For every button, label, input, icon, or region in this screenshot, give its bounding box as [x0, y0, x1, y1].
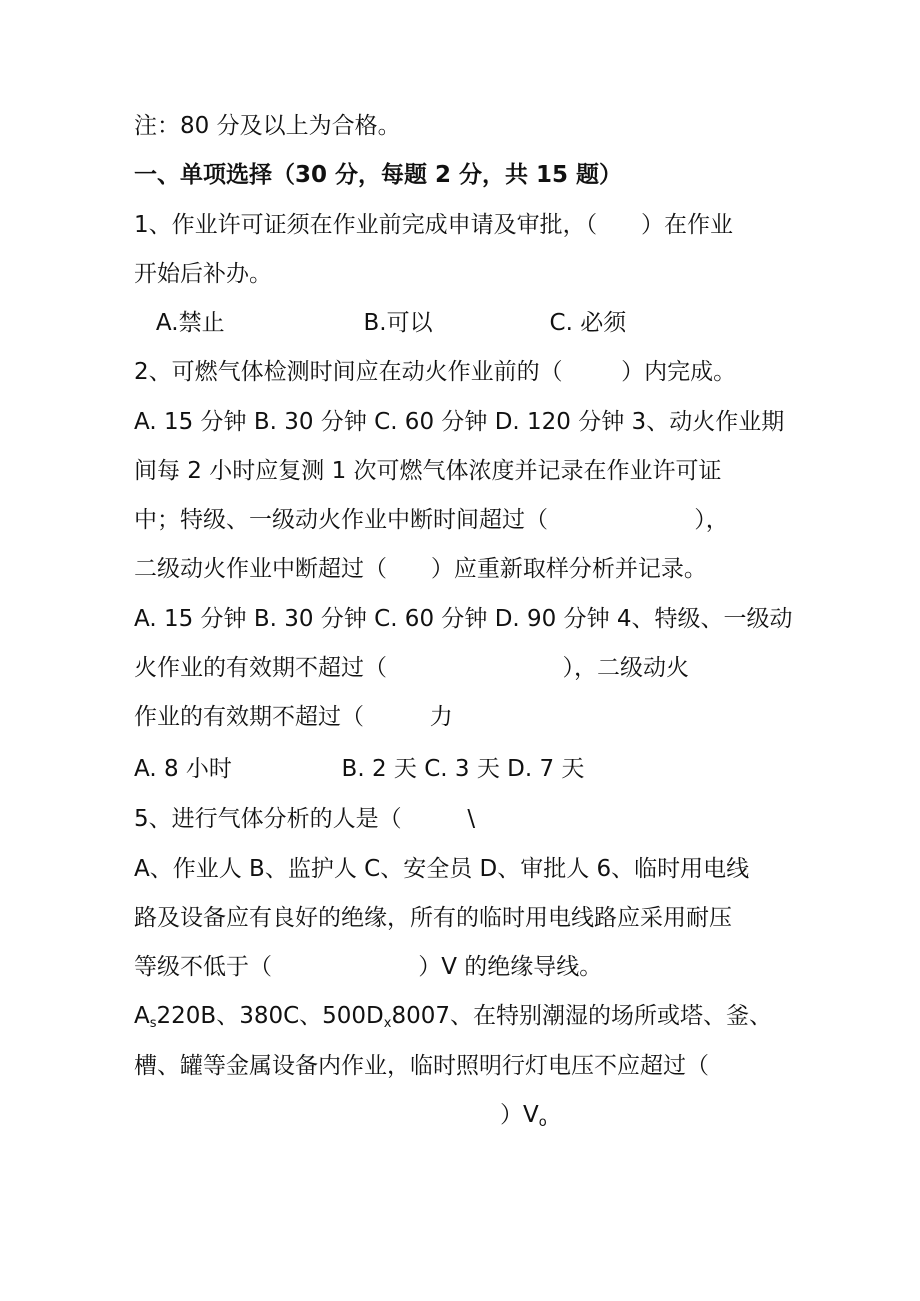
question-4-line: 作业的有效期不超过（ 力	[134, 704, 453, 730]
question-1-options: A.禁止 B.可以 C. 必须	[134, 310, 627, 336]
question-4-options: A. 8 小时 B. 2 天 C. 3 天 D. 7 天	[134, 756, 585, 782]
question-3-line: 中；特级、一级动火作业中断时间超过（ ），	[134, 507, 729, 533]
section-heading: 一、单项选择（30 分，每题 2 分，共 15 题）	[134, 162, 623, 188]
question-1-line: 1、作业许可证须在作业前完成申请及审批，（ ）在作业	[134, 212, 733, 238]
question-5-options: A、作业人 B、监护人 C、安全员 D、审批人 6、临时用电线	[134, 856, 750, 882]
question-4-line: 火作业的有效期不超过（ ），二级动火	[134, 655, 689, 681]
question-2-line: 2、可燃气体检测时间应在动火作业前的（ ）内完成。	[134, 359, 737, 385]
question-3-line: 二级动火作业中断超过（ ）应重新取样分析并记录。	[134, 556, 707, 582]
subscript-text: x	[383, 1016, 392, 1031]
option-text: A	[134, 1003, 150, 1029]
question-7-text: 8007、在特别潮湿的场所或塔、釜、	[391, 1003, 773, 1029]
question-7-end	[500, 1099, 547, 1139]
question-6-options	[134, 1000, 772, 1040]
note-text: 注：80 分及以上为合格。	[134, 113, 401, 139]
question-5-line: 5、进行气体分析的人是（ \	[134, 806, 476, 832]
answer-blank-end: ）V	[500, 1102, 539, 1128]
question-6-line: 路及设备应有良好的绝缘，所有的临时用电线路应采用耐压	[134, 905, 732, 931]
question-7-line: 槽、罐等金属设备内作业，临时照明行灯电压不应超过（	[134, 1053, 709, 1079]
subscript-text: o	[538, 1115, 547, 1130]
question-6-line: 等级不低于（ ）V 的绝缘导线。	[134, 954, 603, 980]
subscript-text: s	[149, 1016, 157, 1031]
option-text: 220B、380C、500D	[156, 1003, 384, 1029]
question-1-line: 开始后补办。	[134, 261, 272, 287]
question-3-line: 间每 2 小时应复测 1 次可燃气体浓度并记录在作业许可证	[134, 458, 722, 484]
question-3-options: A. 15 分钟 B. 30 分钟 C. 60 分钟 D. 90 分钟 4、特级、一级动	[134, 606, 793, 632]
question-2-options: A. 15 分钟 B. 30 分钟 C. 60 分钟 D. 120 分钟 3、动火作业期	[134, 409, 785, 435]
